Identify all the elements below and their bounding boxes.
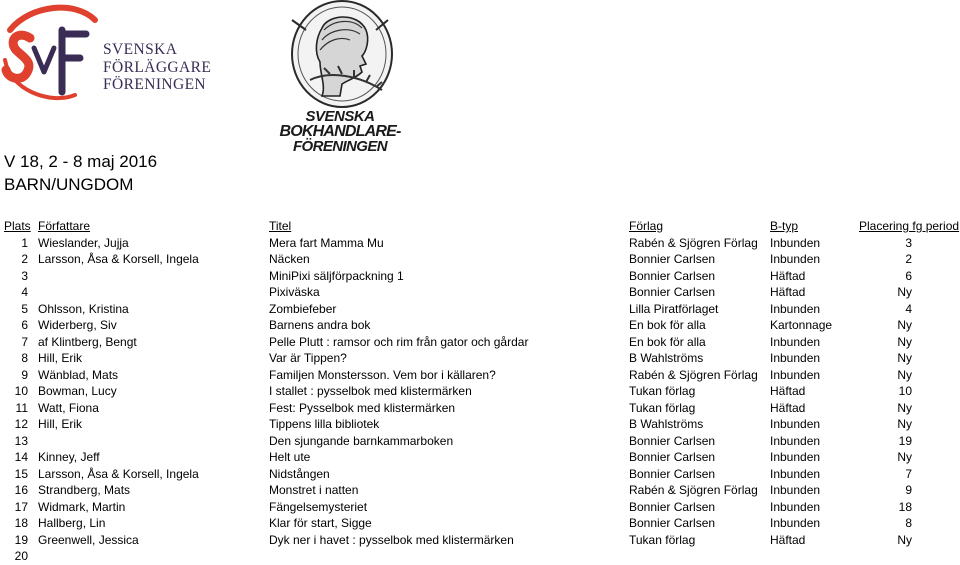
cell-plats: 7 bbox=[21, 334, 28, 349]
category-heading: BARN/UNGDOM bbox=[4, 175, 134, 194]
cell-placering: Ny bbox=[897, 351, 912, 365]
cell-placering: 7 bbox=[905, 466, 912, 481]
cell-btyp: Inbunden bbox=[770, 433, 821, 448]
cell-plats: 5 bbox=[21, 301, 28, 316]
bokhandlare-line-2: BOKHANDLARE- bbox=[279, 123, 401, 140]
cell-placering: Ny bbox=[897, 532, 912, 547]
cell-plats: 3 bbox=[21, 268, 28, 283]
cell-placering: Ny bbox=[897, 417, 912, 431]
cell-forlag: B Wahlströms bbox=[629, 417, 704, 431]
bokhandlare-line-3: FÖRENINGEN bbox=[292, 138, 387, 155]
cell-forlag: Bonnier Carlsen bbox=[629, 466, 716, 481]
table-row bbox=[0, 515, 960, 532]
table-row bbox=[0, 400, 960, 417]
cell-titel: Den sjungande barnkammarboken bbox=[269, 433, 454, 448]
cell-plats: 18 bbox=[14, 516, 28, 530]
cell-placering: Ny bbox=[897, 450, 912, 464]
cell-btyp: Häftad bbox=[770, 532, 806, 547]
bokhandlare-logo bbox=[270, 0, 410, 155]
cell-plats: 9 bbox=[21, 367, 28, 382]
cell-forfattare: Larsson, Åsa & Korsell, Ingela bbox=[38, 252, 199, 266]
cell-forfattare: Wänblad, Mats bbox=[38, 367, 119, 382]
cell-btyp: Inbunden bbox=[770, 334, 821, 349]
cell-forfattare: Hill, Erik bbox=[38, 417, 82, 431]
header-forlag: Förlag bbox=[629, 219, 664, 233]
cell-forfattare: Widerberg, Siv bbox=[38, 318, 117, 332]
cell-plats: 4 bbox=[21, 285, 28, 299]
cell-forfattare: af Klintberg, Bengt bbox=[38, 334, 137, 349]
cell-titel: Klar för start, Sigge bbox=[269, 516, 372, 530]
cell-forfattare: Wieslander, Jujja bbox=[38, 235, 129, 250]
forlaggare-line-1: SVENSKA bbox=[103, 41, 178, 58]
table-row bbox=[0, 334, 960, 351]
table-row bbox=[0, 416, 960, 433]
cell-placering: Ny bbox=[897, 318, 912, 332]
table-row bbox=[0, 367, 960, 384]
header-btyp: B-typ bbox=[770, 219, 799, 233]
cell-btyp: Häftad bbox=[770, 285, 806, 299]
cell-forlag: Tukan förlag bbox=[629, 532, 696, 547]
cell-btyp: Häftad bbox=[770, 384, 806, 398]
cell-titel: Näcken bbox=[269, 252, 310, 266]
forlaggare-logo bbox=[0, 0, 230, 110]
cell-placering: 8 bbox=[905, 516, 912, 530]
cell-titel: Monstret i natten bbox=[269, 483, 359, 497]
cell-placering: 18 bbox=[898, 499, 912, 514]
cell-titel: Nidstången bbox=[269, 466, 330, 481]
table-row bbox=[0, 482, 960, 499]
cell-titel: Zombiefeber bbox=[269, 301, 337, 316]
cell-placering: 10 bbox=[898, 384, 912, 398]
cell-plats: 1 bbox=[21, 235, 28, 250]
cell-btyp: Inbunden bbox=[770, 301, 821, 316]
forlaggare-line-2: FÖRLÄGGARE bbox=[103, 58, 212, 76]
table-row bbox=[0, 350, 960, 367]
cell-forlag: En bok för alla bbox=[629, 318, 706, 332]
cell-titel: MiniPixi säljförpackning 1 bbox=[269, 268, 404, 283]
cell-plats: 12 bbox=[14, 417, 28, 431]
svf-mark-icon bbox=[0, 0, 100, 106]
cell-forlag: Bonnier Carlsen bbox=[629, 433, 716, 448]
table-row bbox=[0, 251, 960, 268]
header-plats: Plats bbox=[4, 219, 31, 233]
table-row bbox=[0, 284, 960, 301]
cell-placering: Ny bbox=[897, 285, 912, 299]
table-row bbox=[0, 383, 960, 400]
cell-titel: Fängelsemysteriet bbox=[269, 499, 368, 514]
cell-btyp: Häftad bbox=[770, 268, 806, 283]
cell-btyp: Inbunden bbox=[770, 483, 821, 497]
cell-plats: 20 bbox=[14, 549, 28, 563]
cell-forfattare: Bowman, Lucy bbox=[38, 384, 117, 398]
cell-forfattare: Strandberg, Mats bbox=[38, 483, 131, 497]
cell-plats: 8 bbox=[21, 351, 28, 365]
cell-placering: 2 bbox=[905, 252, 912, 266]
cell-btyp: Inbunden bbox=[770, 252, 821, 266]
cell-forfattare: Ohlsson, Kristina bbox=[38, 301, 129, 316]
week-heading: V 18, 2 - 8 maj 2016 bbox=[4, 152, 158, 171]
cell-titel: Var är Tippen? bbox=[269, 351, 347, 365]
header-titel: Titel bbox=[269, 219, 292, 233]
cell-btyp: Inbunden bbox=[770, 516, 821, 530]
table-row bbox=[0, 532, 960, 549]
cell-forlag: Bonnier Carlsen bbox=[629, 252, 716, 266]
table-row bbox=[0, 499, 960, 516]
table-header-row bbox=[0, 218, 960, 235]
cell-btyp: Inbunden bbox=[770, 417, 821, 431]
cell-forlag: Bonnier Carlsen bbox=[629, 268, 716, 283]
cell-forlag: Rabén & Sjögren Förlag bbox=[629, 483, 758, 497]
cell-forlag: Bonnier Carlsen bbox=[629, 516, 716, 530]
cell-forfattare: Hill, Erik bbox=[38, 351, 82, 365]
cell-placering: 3 bbox=[905, 235, 912, 250]
cell-forlag: Tukan förlag bbox=[629, 384, 696, 398]
cell-btyp: Inbunden bbox=[770, 351, 821, 365]
cell-forfattare: Widmark, Martin bbox=[38, 499, 126, 514]
cell-btyp: Inbunden bbox=[770, 499, 821, 514]
header-placering: Placering fg period bbox=[859, 219, 960, 233]
cell-btyp: Häftad bbox=[770, 400, 806, 415]
cell-titel: Pelle Plutt : ramsor och rim från gator och gårdar bbox=[269, 334, 529, 349]
table-row bbox=[0, 466, 960, 483]
cell-forfattare: Greenwell, Jessica bbox=[38, 532, 139, 547]
cell-forlag: Bonnier Carlsen bbox=[629, 450, 716, 464]
bestseller-table bbox=[0, 218, 960, 565]
cell-placering: Ny bbox=[897, 334, 912, 349]
cell-forlag: Rabén & Sjögren Förlag bbox=[629, 367, 758, 382]
table-row bbox=[0, 433, 960, 450]
cell-titel: Pixiväska bbox=[269, 285, 320, 299]
cell-btyp: Kartonnage bbox=[770, 318, 833, 332]
table-row bbox=[0, 548, 960, 565]
cell-titel: Barnens andra bok bbox=[269, 318, 371, 332]
cell-placering: 19 bbox=[898, 433, 912, 448]
cell-forlag: Tukan förlag bbox=[629, 400, 696, 415]
cell-forfattare: Watt, Fiona bbox=[38, 400, 99, 415]
table-row bbox=[0, 449, 960, 466]
cell-btyp: Inbunden bbox=[770, 367, 821, 382]
table-row bbox=[0, 317, 960, 334]
cell-forfattare: Kinney, Jeff bbox=[38, 450, 100, 464]
cell-titel: Tippens lilla bibliotek bbox=[269, 417, 380, 431]
cell-forfattare: Larsson, Åsa & Korsell, Ingela bbox=[38, 466, 199, 481]
table-row bbox=[0, 301, 960, 318]
cell-placering: Ny bbox=[897, 367, 912, 382]
cell-plats: 17 bbox=[14, 499, 28, 514]
cell-forfattare: Hallberg, Lin bbox=[38, 516, 106, 530]
cell-btyp: Inbunden bbox=[770, 466, 821, 481]
table-row bbox=[0, 235, 960, 252]
table-row bbox=[0, 268, 960, 285]
cell-forlag: Bonnier Carlsen bbox=[629, 499, 716, 514]
cell-placering: 9 bbox=[905, 483, 912, 497]
header-forfattare: Författare bbox=[38, 219, 91, 233]
cell-forlag: Bonnier Carlsen bbox=[629, 285, 716, 299]
cell-plats: 11 bbox=[15, 400, 28, 415]
cell-forlag: Lilla Piratförlaget bbox=[629, 301, 719, 316]
cell-placering: 4 bbox=[905, 301, 912, 316]
cell-forlag: Rabén & Sjögren Förlag bbox=[629, 235, 758, 250]
cell-plats: 6 bbox=[21, 318, 28, 332]
cell-forlag: En bok för alla bbox=[629, 334, 706, 349]
cell-titel: I stallet : pysselbok med klistermärken bbox=[269, 384, 472, 398]
cell-plats: 16 bbox=[14, 483, 28, 497]
cell-plats: 10 bbox=[14, 384, 28, 398]
cell-titel: Dyk ner i havet : pysselbok med klistermärken bbox=[269, 532, 514, 547]
bokhandlare-line-1: SVENSKA bbox=[305, 108, 375, 125]
cell-btyp: Inbunden bbox=[770, 235, 821, 250]
cell-titel: Mera fart Mamma Mu bbox=[269, 235, 384, 250]
cell-plats: 2 bbox=[21, 252, 28, 266]
cell-forlag: B Wahlströms bbox=[629, 351, 704, 365]
cell-plats: 14 bbox=[14, 450, 28, 464]
cell-plats: 13 bbox=[14, 433, 28, 448]
cell-plats: 19 bbox=[14, 532, 28, 547]
cell-plats: 15 bbox=[14, 466, 28, 481]
cell-titel: Familjen Monstersson. Vem bor i källaren? bbox=[269, 367, 496, 382]
cell-placering: 6 bbox=[905, 268, 912, 283]
forlaggare-line-3: FÖRENINGEN bbox=[103, 76, 207, 93]
cell-placering: Ny bbox=[897, 400, 912, 415]
cell-titel: Helt ute bbox=[269, 450, 311, 464]
cell-btyp: Inbunden bbox=[770, 450, 821, 464]
medallion-portrait-icon bbox=[270, 0, 410, 112]
cell-titel: Fest: Pysselbok med klistermärken bbox=[269, 400, 456, 415]
